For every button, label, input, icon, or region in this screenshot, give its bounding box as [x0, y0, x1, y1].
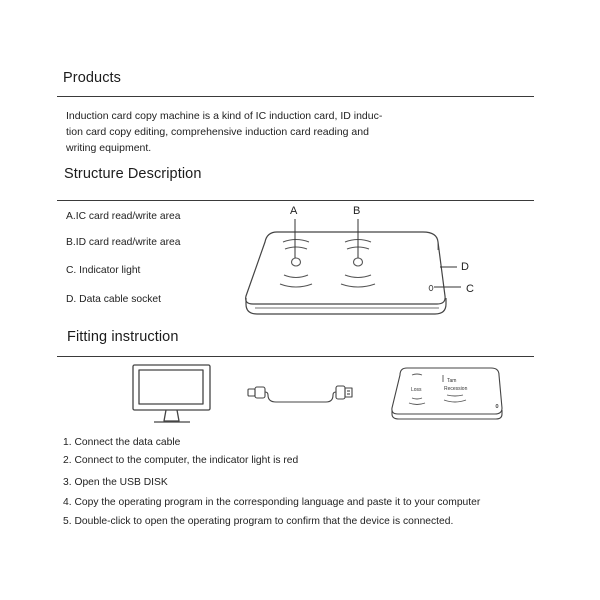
monitor-icon	[128, 360, 218, 432]
indicator-light-icon	[429, 285, 433, 290]
products-line: tion card copy editing, comprehensive induction card reading and	[66, 126, 369, 138]
products-line: Induction card copy machine is a kind of IC induction card, ID induc-	[66, 110, 383, 122]
ic-area-a	[280, 240, 312, 288]
products-line: writing equipment.	[66, 142, 152, 154]
step-3: 3. Open the USB DISK	[63, 477, 168, 488]
step-2: 2. Connect to the computer, the indicator light is red	[63, 455, 299, 466]
part-d-label: D. Data cable socket	[66, 294, 162, 305]
products-description	[66, 108, 426, 156]
structure-heading: Structure Description	[64, 166, 202, 182]
callout-d: D	[461, 261, 469, 273]
callout-c: C	[466, 283, 474, 295]
device-top-view-icon	[385, 362, 510, 424]
fitting-heading: Fitting instruction	[67, 329, 179, 345]
callout-a: A	[290, 205, 298, 217]
part-b-label: B.ID card read/write area	[66, 237, 181, 248]
part-a-label: A.IC card read/write area	[66, 211, 181, 222]
step-4: 4. Copy the operating program in the corresponding language and paste it to your computer	[63, 497, 481, 508]
products-rule	[57, 96, 534, 97]
device-label-right-top: Tam	[447, 378, 457, 384]
usb-cable-icon	[238, 378, 358, 414]
callout-b: B	[353, 205, 361, 217]
fitting-rule	[57, 356, 534, 357]
device-label-left: Loss	[411, 387, 422, 393]
card-reader-diagram	[235, 200, 495, 325]
device-label-right-bottom: Recession	[444, 386, 468, 392]
part-c-label: C. Indicator light	[66, 265, 141, 276]
products-heading: Products	[63, 70, 122, 86]
step-1: 1. Connect the data cable	[63, 437, 181, 448]
step-5: 5. Double-click to open the operating program to confirm that the device is connected.	[63, 516, 454, 527]
